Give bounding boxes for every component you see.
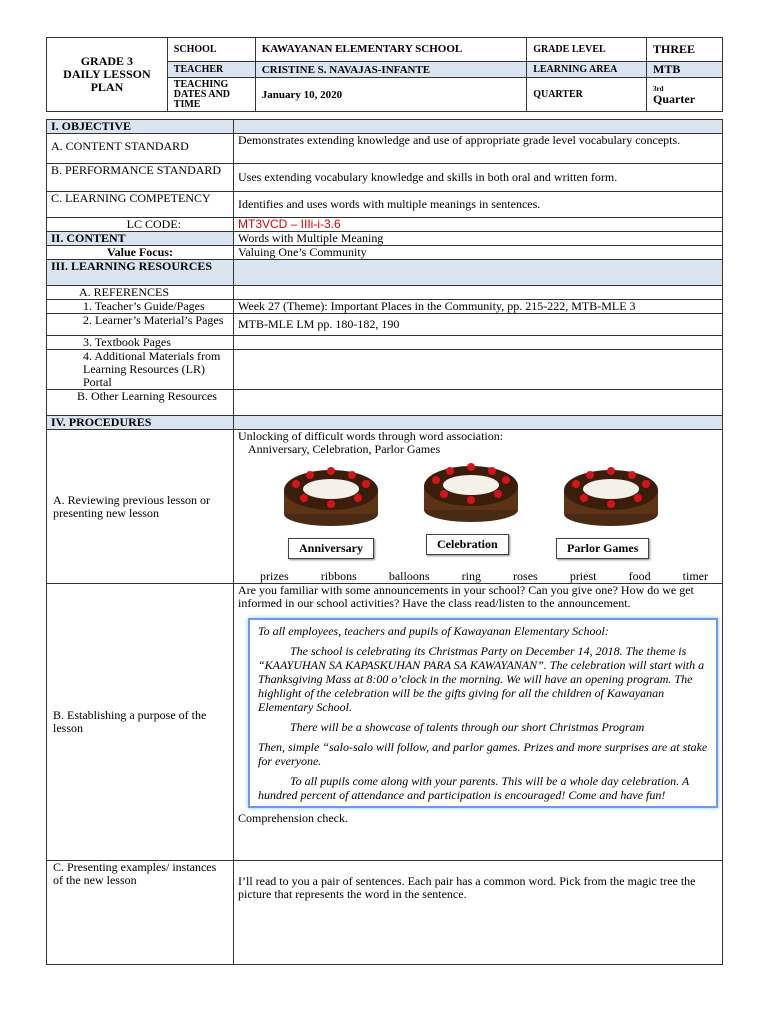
- content-standard-text: Demonstrates extending knowledge and use of appropriate grade level vocabulary concepts.: [234, 134, 723, 164]
- textbook-blank: [234, 336, 723, 350]
- word-item: prizes: [260, 569, 289, 583]
- school-value: KAWAYANAN ELEMENTARY SCHOOL: [255, 38, 526, 62]
- plan-title-line-2: DAILY LESSON: [63, 67, 151, 81]
- cake-label-anniversary: Anniversary: [288, 538, 374, 559]
- objective-blank: [234, 120, 723, 134]
- dates-label: TEACHING DATES AND TIME: [167, 78, 255, 112]
- procedure-a-line-1: Unlocking of difficult words through word association:: [238, 429, 504, 443]
- lesson-table: [46, 119, 723, 965]
- value-focus-label: Value Focus:: [47, 246, 234, 260]
- word-item: priest: [569, 569, 597, 583]
- teacher-label: TEACHER: [167, 62, 255, 78]
- quarter-text: Quarter: [653, 91, 696, 106]
- objective-heading: I. OBJECTIVE: [47, 120, 234, 134]
- additional-materials-blank: [234, 350, 723, 390]
- word-item: ring: [461, 569, 481, 583]
- other-resources-blank: [234, 390, 723, 416]
- resources-heading: III. LEARNING RESOURCES: [47, 260, 234, 286]
- teachers-guide-label: 1. Teacher’s Guide/Pages: [47, 300, 234, 314]
- procedure-c-label: C. Presenting examples/ instances of the new lesson: [47, 861, 234, 965]
- procedure-a-line-2: Anniversary, Celebration, Parlor Games: [248, 442, 441, 456]
- learning-area-label: LEARNING AREA: [527, 62, 647, 78]
- word-item: ribbons: [320, 569, 357, 583]
- school-label: SCHOOL: [167, 38, 255, 62]
- performance-standard-label: B. PERFORMANCE STANDARD: [47, 164, 234, 192]
- cake-icon: [422, 458, 520, 526]
- content-heading: II. CONTENT: [47, 232, 234, 246]
- cake-pictures: [238, 456, 718, 566]
- competency-text: Identifies and uses words with multiple meanings in sentences.: [234, 192, 723, 218]
- teacher-value: CRISTINE S. NAVAJAS-INFANTE: [255, 62, 526, 78]
- resources-blank: [234, 260, 723, 286]
- procedures-heading: IV. PROCEDURES: [47, 416, 234, 430]
- procedures-blank: [234, 416, 723, 430]
- cake-icon: [562, 462, 660, 530]
- learners-material-text: MTB-MLE LM pp. 180-182, 190: [234, 314, 723, 336]
- content-text: Words with Multiple Meaning: [234, 232, 723, 246]
- letter-paragraph-1: The school is celebrating its Christmas Party on December 14, 2018. The theme is “KAAYUHAN SA KAPASKUHAN PARA SA KAWAYANAN”. The celebration will start with a Thanksgiving Mass at 8:00 o’clock in the morning. We will have an opening program. The highlight of the celebration will be the gifts giving for all the children of Kawayanan Elementary School.: [258, 644, 705, 714]
- comprehension-check: Comprehension check.: [238, 811, 348, 825]
- letter-paragraph-3: Then, simple “salo-salo will follow, and parlor games. Prizes and more surprises are at stake for everyone.: [258, 740, 708, 768]
- header-table: [46, 37, 723, 112]
- grade-level-value: THREE: [647, 38, 723, 62]
- lc-code-label: LC CODE:: [47, 218, 234, 232]
- plan-title-line-3: PLAN: [90, 80, 124, 94]
- procedure-b-intro: Are you familiar with some announcements in your school? Can you give one? How do we get informed in our school activities? Have the class read/listen to the announcement.: [238, 583, 694, 610]
- content-standard-label: A. CONTENT STANDARD: [47, 134, 234, 164]
- teachers-guide-text: Week 27 (Theme): Important Places in the Community, pp. 215-222, MTB-MLE 3: [234, 300, 723, 314]
- learners-material-label: 2. Learner’s Material’s Pages: [47, 314, 234, 336]
- value-focus-text: Valuing One’s Community: [234, 246, 723, 260]
- quarter-value: [647, 78, 723, 112]
- word-item: timer: [682, 569, 708, 583]
- other-resources-label: B. Other Learning Resources: [47, 390, 234, 416]
- references-label: A. REFERENCES: [47, 286, 234, 300]
- learning-area-value: MTB: [647, 62, 723, 78]
- procedure-a-label: A. Reviewing previous lesson or presenting new lesson: [47, 430, 234, 584]
- additional-materials-label: 4. Additional Materials from Learning Resources (LR) Portal: [47, 350, 234, 390]
- cake-icon: [282, 462, 380, 530]
- announcement-box: [248, 618, 718, 808]
- procedure-a-content: [234, 430, 723, 584]
- word-list: [238, 566, 718, 583]
- letter-paragraph-4: To all pupils come along with your parents. This will be a whole day celebration. A hundred percent of attendance and participation is encouraged! Come and have fun!: [258, 774, 689, 802]
- procedure-b-content: [234, 584, 723, 861]
- word-item: food: [628, 569, 651, 583]
- lc-code-value: MT3VCD – IIIi-i-3.6: [234, 218, 723, 232]
- word-item: roses: [513, 569, 538, 583]
- dates-value: January 10, 2020: [255, 78, 526, 112]
- letter-paragraph-2: There will be a showcase of talents through our short Christmas Program: [290, 720, 645, 734]
- plan-title-line-1: GRADE 3: [80, 54, 134, 68]
- plan-title: [47, 38, 168, 112]
- references-blank: [234, 286, 723, 300]
- letter-greeting: To all employees, teachers and pupils of Kawayanan Elementary School:: [258, 624, 609, 638]
- grade-level-label: GRADE LEVEL: [527, 38, 647, 62]
- procedure-b-label: B. Establishing a purpose of the lesson: [47, 584, 234, 861]
- cake-label-celebration: Celebration: [426, 534, 509, 555]
- quarter-sup: 3rd: [653, 84, 664, 93]
- procedure-c-text: I’ll read to you a pair of sentences. Each pair has a common word. Pick from the magic tree the picture that represents the word in the sentence.: [234, 861, 723, 965]
- word-item: balloons: [388, 569, 430, 583]
- textbook-label: 3. Textbook Pages: [47, 336, 234, 350]
- competency-label: C. LEARNING COMPETENCY: [47, 192, 234, 218]
- performance-standard-text: Uses extending vocabulary knowledge and skills in both oral and written form.: [234, 164, 723, 192]
- quarter-label: QUARTER: [527, 78, 647, 112]
- cake-label-parlor-games: Parlor Games: [556, 538, 649, 559]
